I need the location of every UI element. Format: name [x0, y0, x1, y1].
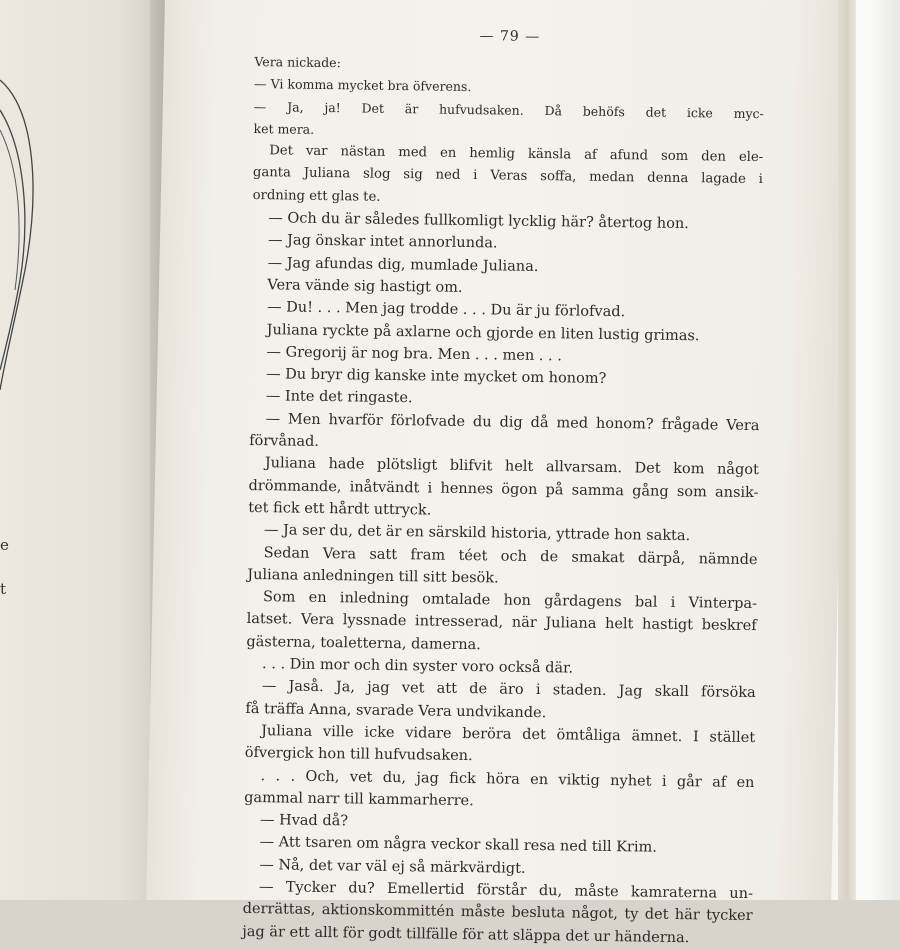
- text-line: drömmande, inåtvändt i hennes ögon på samma gång som ansik-: [248, 477, 759, 501]
- left-page: [0, 0, 168, 900]
- text-line: — Jaså. Ja, jag vet att de äro i staden. Jag skall försöka: [261, 678, 756, 702]
- text-line: — Ja, ja! Det är hufvudsaken. Då behöfs det icke myc-: [253, 98, 764, 121]
- text-line: Vera nickade:: [254, 53, 341, 71]
- text-line: få träffa Anna, svarade Vera undvikande.: [245, 700, 547, 721]
- text-line: latset. Vera lyssnade intresserad, när Juliana helt hastigt beskref: [246, 611, 757, 635]
- text-line: jag är ett allt för godt tillfälle för att släppa det ur händerna.: [242, 923, 690, 946]
- text-line: — Nå, det var väl ej så märkvärdigt.: [259, 856, 526, 877]
- text-line: . . . Och, vet du, jag fick höra en viktig nyhet i går af en: [260, 767, 755, 791]
- text-line: — Vi komma mycket bra öfverens.: [254, 76, 472, 95]
- text-line: — Jag önskar intet annorlunda.: [267, 232, 498, 252]
- page-text: [242, 25, 765, 950]
- text-line: Juliana hade plötsligt blifvit helt allvarsam. Det kom något: [264, 455, 759, 479]
- left-page-edge-char: e: [0, 536, 9, 554]
- text-line: — Men hvarför förlofvade du dig då med honom? frågade Vera: [265, 410, 760, 434]
- text-line: gammal narr till kammarherre.: [244, 789, 474, 809]
- text-line: tet fick ett hårdt uttryck.: [248, 499, 432, 519]
- left-page-illustration: [0, 70, 55, 400]
- text-line: gästerna, toaletterna, damerna.: [246, 633, 481, 653]
- text-line: ganta Juliana slog sig ned i Veras soffa, medan denna lagade i: [252, 165, 763, 188]
- text-line: Juliana anledningen till sitt besök.: [247, 566, 499, 587]
- text-line: — Gregorij är nog bra. Men . . . men . . .: [266, 344, 562, 365]
- text-line: — Du bryr dig kanske inte mycket om honom?: [266, 366, 607, 388]
- text-line: Juliana ryckte på axlarne och gjorde en liten lustig grimas.: [266, 321, 700, 344]
- text-line: ordning ett glas te.: [252, 187, 381, 205]
- text-line: öfvergick hon till hufvudsaken.: [244, 745, 473, 765]
- text-lines: [242, 51, 764, 950]
- left-page-edge-char: t: [0, 580, 7, 598]
- text-line: — Att tsaren om några veckor skall resa ned till Krim.: [259, 834, 658, 857]
- text-line: förvånad.: [249, 433, 320, 450]
- text-line: — Inte det ringaste.: [265, 388, 413, 407]
- text-line: — Tycker du? Emellertid förstår du, måste kamraterna un-: [258, 879, 754, 903]
- text-line: — Du! . . . Men jag trodde . . . Du är ju förlofvad.: [266, 299, 626, 321]
- text-line: . . . Din mor och din syster voro också där.: [261, 656, 574, 677]
- text-line: derrättas, aktionskommittén måste besluta något, ty det här tycker: [242, 901, 753, 925]
- text-line: Det var nästan med en hemlig känsla af afund som den ele-: [269, 143, 764, 166]
- text-line: Juliana ville icke vidare beröra det ömtåliga ämnet. I stället: [261, 723, 756, 746]
- text-line: Som en inledning omtalade hon gårdagens bal i Vinterpa-: [262, 589, 758, 613]
- page-edge: [838, 0, 856, 900]
- text-line: — Ja ser du, det är en särskild historia, yttrade hon sakta.: [263, 522, 691, 545]
- text-line: Vera vände sig hastigt om.: [267, 277, 463, 296]
- page-number: — 79 —: [479, 28, 541, 45]
- text-line: — Och du är således fullkomligt lycklig här? återtog hon.: [268, 210, 689, 233]
- text-line: — Hvad då?: [259, 812, 349, 830]
- text-line: ket mera.: [253, 120, 315, 137]
- text-line: — Jag afundas dig, mumlade Juliana.: [267, 254, 539, 275]
- text-line: Sedan Vera satt fram téet och de smakat därpå, nämnde: [263, 544, 758, 568]
